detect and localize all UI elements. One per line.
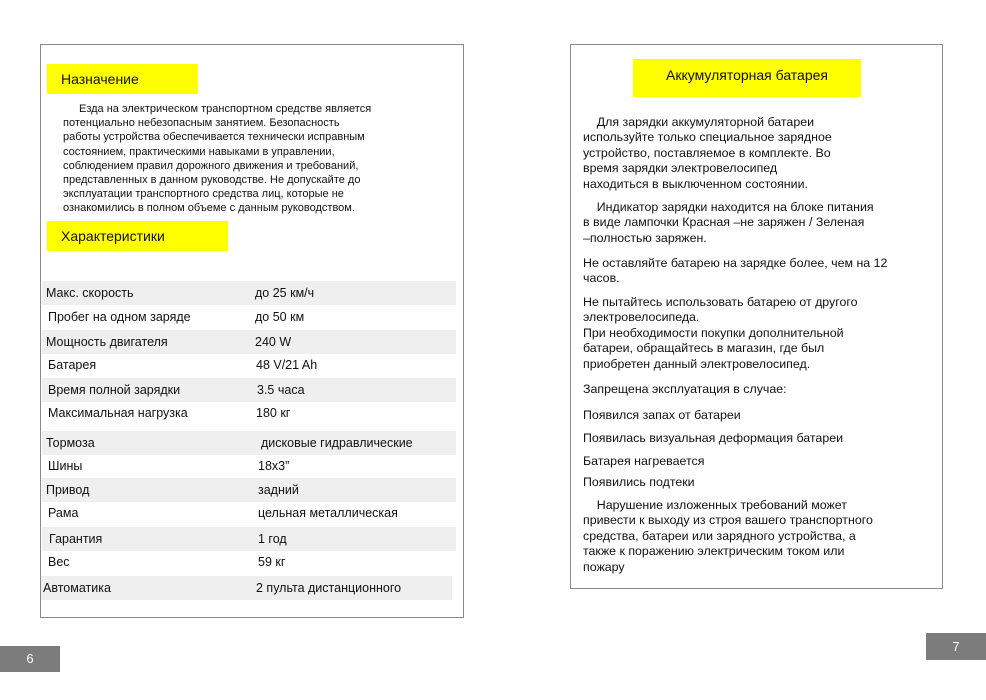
spec-value: 18x3” [258, 459, 290, 473]
text-line: также к поражению электрическим током или [583, 544, 845, 559]
purpose-text [63, 102, 463, 216]
purpose-line: ознакомились в полном объеме с данным руководством. [63, 202, 355, 215]
text-line: средства, батареи или зарядного устройства, а [583, 528, 856, 543]
text-line: –полностью заряжен. [583, 230, 707, 245]
spec-row [42, 501, 456, 525]
spec-label: Батарея [48, 358, 97, 372]
spec-value: 2 пульта дистанционного [256, 581, 402, 595]
text-line: батареи, обращайтесь в магазин, где был [583, 341, 825, 356]
spec-row [42, 353, 456, 377]
spec-label: Макс. скорость [46, 286, 134, 300]
purpose-line: потенциально небезопасным занятием. Безопасность [63, 117, 340, 130]
left-page [40, 44, 464, 618]
spec-value: 59 кг [258, 555, 286, 569]
section-title-specs: Характеристики [47, 221, 228, 251]
page-number-left: 6 [0, 646, 60, 672]
battery-paragraph [583, 475, 933, 490]
battery-paragraph [583, 382, 933, 397]
text-line: привести к выходу из строя вашего транспортного [583, 513, 873, 528]
battery-paragraph [583, 200, 933, 246]
text-line: Батарея нагревается [583, 454, 705, 468]
text-line: часов. [583, 271, 620, 286]
page-number-right: 7 [926, 633, 986, 660]
text-line: При необходимости покупки дополнительной [583, 325, 844, 340]
text-line: Нарушение изложенных требований может [583, 498, 847, 512]
battery-paragraph [583, 454, 933, 469]
spec-row [42, 550, 456, 574]
spec-value: задний [258, 483, 299, 497]
spec-value: до 25 км/ч [255, 286, 315, 300]
text-line: приобретен данный электровелосипед. [583, 356, 811, 371]
text-line: используйте только специальное зарядное [583, 130, 832, 145]
battery-paragraph [583, 295, 933, 372]
spec-label: Максимальная нагрузка [48, 406, 188, 420]
section-title-battery: Аккумуляторная батарея [633, 59, 861, 97]
spec-label: Пробег на одном заряде [48, 310, 191, 324]
section-title-purpose: Назначение [47, 64, 198, 94]
spec-value: 48 V/21 Ah [256, 358, 318, 372]
spec-value: цельная металлическая [258, 506, 398, 520]
text-line: электровелосипеда. [583, 310, 700, 325]
spec-row [42, 305, 456, 329]
purpose-line: представленных в данном руководстве. Не допускайте до [63, 174, 361, 187]
text-line: Запрещена эксплуатация в случае: [583, 382, 787, 396]
spec-label: Автоматика [43, 581, 111, 595]
text-line: устройство, поставляемое в комплекте. Во [583, 145, 831, 160]
spec-label: Вес [48, 555, 70, 569]
spec-label: Время полной зарядки [48, 383, 181, 397]
text-line: пожару [583, 559, 625, 574]
spec-row [42, 378, 456, 402]
battery-paragraph [583, 498, 933, 575]
spec-row [42, 330, 456, 354]
spec-value: дисковые гидравлические [261, 436, 413, 450]
spec-label: Привод [46, 483, 90, 497]
spec-row [42, 527, 456, 551]
right-page [570, 44, 943, 589]
spec-value: 240 W [255, 335, 292, 349]
text-line: Появилась визуальная деформация батареи [583, 431, 844, 445]
battery-paragraph [583, 256, 933, 287]
purpose-line: эксплуатации транспортного средства лиц, которые не [63, 188, 344, 201]
spec-row [42, 478, 456, 502]
text-line: Не пытайтесь использовать батарею от другого [583, 295, 858, 309]
purpose-line: Езда на электрическом транспортном средстве является [79, 103, 372, 115]
text-line: Для зарядки аккумуляторной батареи [583, 115, 815, 129]
text-line: в виде лампочки Красная –не заряжен / Зеленая [583, 215, 865, 230]
battery-paragraph [583, 115, 933, 192]
battery-paragraph [583, 408, 933, 423]
spec-label: Гарантия [49, 532, 103, 546]
spec-label: Рама [48, 506, 79, 520]
spec-value: 180 кг [256, 406, 291, 420]
spec-row [42, 401, 456, 425]
spec-value: 3.5 часа [257, 383, 305, 397]
spec-row [42, 281, 456, 305]
purpose-line: работы устройства обеспечивается технически исправным [63, 131, 365, 144]
text-line: находиться в выключенном состоянии. [583, 176, 808, 191]
spec-label: Шины [48, 459, 83, 473]
purpose-line: соблюдением правил дорожного движения и требований, [63, 159, 359, 172]
text-line: Появился запах от батареи [583, 408, 741, 422]
battery-paragraph [583, 431, 933, 446]
purpose-line: состоянием, практическими навыками в управлении, [63, 145, 335, 158]
spec-row [42, 454, 456, 478]
spec-row [42, 431, 456, 455]
text-line: Появились подтеки [583, 475, 695, 489]
spec-value: 1 год [258, 532, 287, 546]
spec-value: до 50 км [255, 310, 305, 324]
spec-row [41, 576, 452, 600]
text-line: время зарядки электровелосипед [583, 161, 778, 176]
text-line: Не оставляйте батарею на зарядке более, чем на 12 [583, 256, 888, 270]
spec-label: Тормоза [46, 436, 95, 450]
spec-label: Мощность двигателя [46, 335, 168, 349]
text-line: Индикатор зарядки находится на блоке питания [583, 200, 874, 214]
